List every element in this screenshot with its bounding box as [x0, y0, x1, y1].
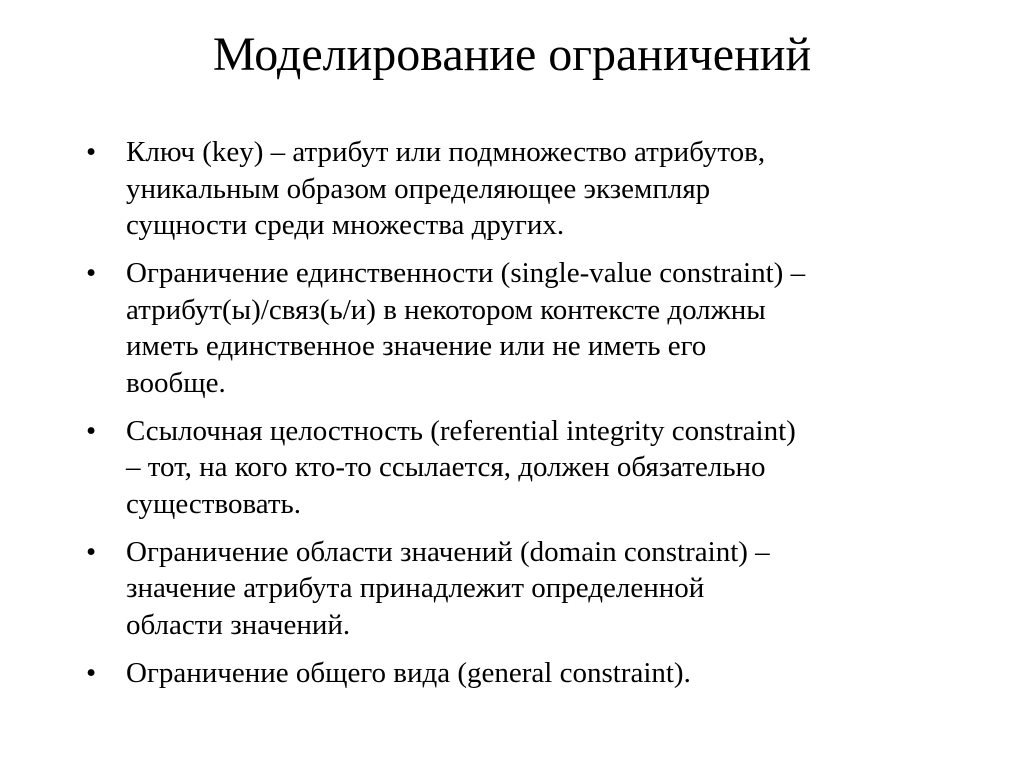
bullet-line: значение атрибута принадлежит определенной	[126, 572, 705, 604]
bullet-line: вообще.	[126, 366, 226, 399]
bullet-icon: •	[86, 656, 97, 689]
bullet-line: иметь единственное значение или не иметь его	[126, 330, 707, 362]
bullet-icon: •	[86, 535, 97, 568]
bullet-line: существовать.	[126, 487, 302, 520]
bullet-icon: •	[86, 136, 97, 168]
bullet-icon: •	[86, 414, 97, 447]
bullet-icon: •	[86, 257, 97, 289]
bullet-line: атрибут(ы)/связ(ь/и) в некотором контексте должны	[126, 293, 766, 326]
bullet-line: Ограничение общего вида (general constraint).	[126, 656, 691, 689]
bullet-line: Ключ (key) – атрибут или подмножество атрибутов,	[126, 136, 766, 168]
bullet-line: уникальным образом определяющее экземпляр	[126, 172, 711, 205]
slide-title: Моделирование ограничений	[212, 28, 812, 81]
bullet-line: Ограничение единственности (single-value constraint) –	[126, 257, 806, 289]
bullet-line: сущности среди множества других.	[126, 209, 565, 241]
bullet-item-domain	[86, 534, 976, 644]
bullet-line: Ссылочная целостность (referential integrity constraint)	[126, 414, 796, 447]
bullet-list	[86, 134, 976, 703]
bullet-item-general	[86, 655, 976, 692]
bullet-line: – тот, на кого кто-то ссылается, должен обязательно	[126, 451, 766, 483]
bullet-item-referential-integrity	[86, 413, 976, 523]
bullet-line: Ограничение области значений (domain constraint) –	[126, 535, 770, 568]
bullet-item-single-value	[86, 255, 976, 401]
bullet-item-key	[86, 134, 976, 244]
bullet-line: области значений.	[126, 608, 351, 641]
